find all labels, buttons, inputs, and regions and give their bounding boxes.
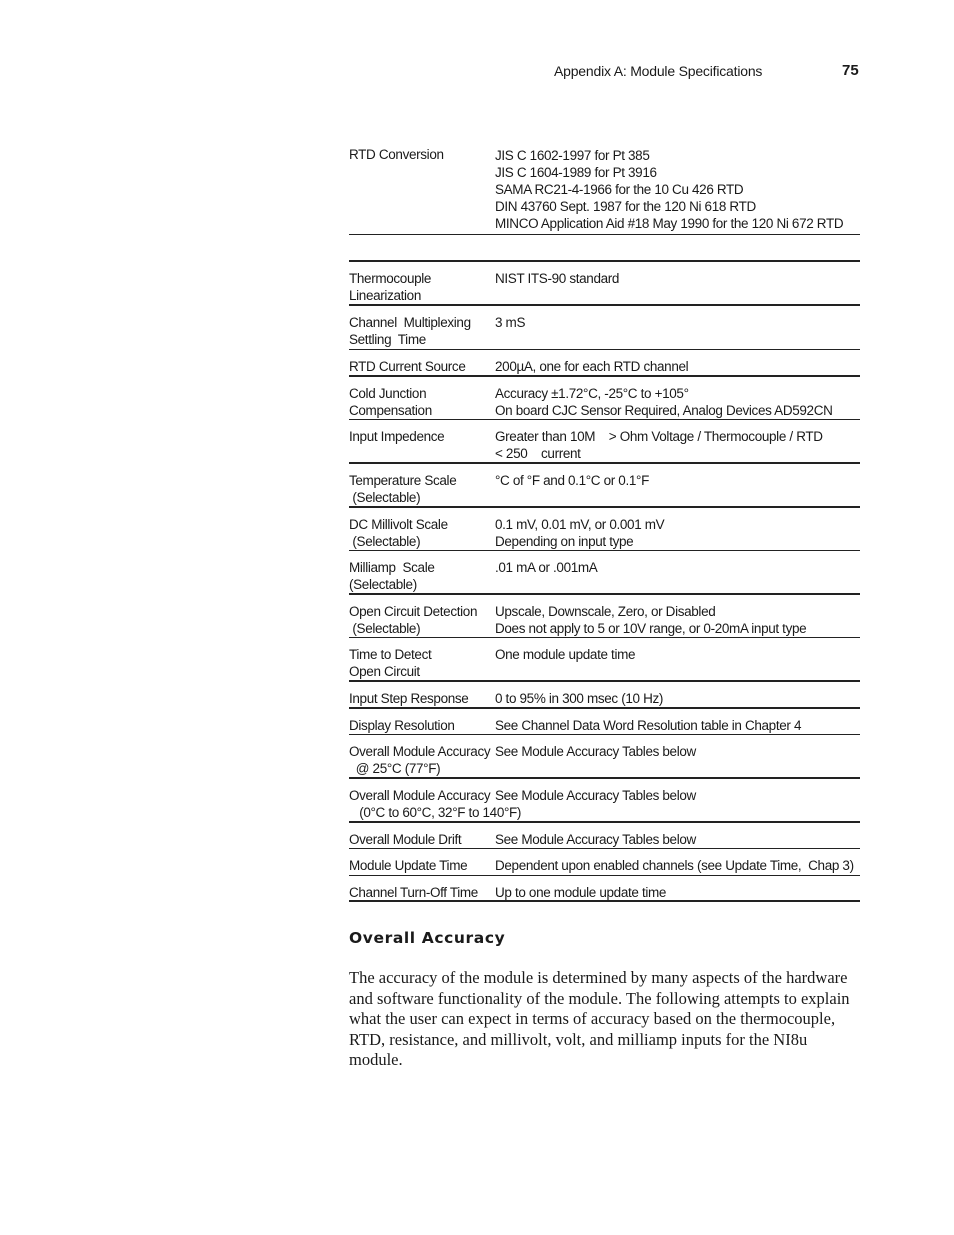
spec-row [349, 262, 860, 306]
rtd-conversion-standards [495, 147, 843, 232]
spec-label: Input Step Response [349, 691, 469, 706]
spec-label: Channel Multiplexing Settling Time [349, 315, 471, 347]
rtd-conversion-block [349, 147, 860, 235]
spec-row [349, 464, 860, 508]
rtd-conversion-label: RTD Conversion [349, 147, 444, 162]
spec-value: See Module Accuracy Tables below [495, 744, 696, 759]
spec-label: Display Resolution [349, 718, 455, 733]
spec-label: Milliamp Scale (Selectable) [349, 560, 435, 592]
spec-label: Thermocouple Linearization [349, 271, 432, 303]
spec-row [349, 508, 860, 551]
spec-value: See Module Accuracy Tables below [495, 832, 696, 847]
spec-value: NIST ITS-90 standard [495, 271, 620, 286]
spec-value: See Channel Data Word Resolution table in Chapter 4 [495, 718, 802, 733]
spec-value: Dependent upon enabled channels (see Update Time, Chap 3) [495, 858, 854, 873]
rtd-standard-line: JIS C 1604-1989 for Pt 3916 [495, 165, 657, 180]
spec-label: Time to Detect Open Circuit [349, 647, 432, 679]
spec-label: Open Circuit Detection (Selectable) [349, 604, 478, 636]
spec-value: Upscale, Downscale, Zero, or Disabled Does not apply to 5 or 10V range, or 0-20mA input type [495, 604, 807, 636]
spec-label: Overall Module Accuracy @ 25°C (77°F) [349, 744, 491, 776]
spec-row [349, 551, 860, 595]
page-number: 75 [842, 62, 859, 79]
spec-row [349, 709, 860, 735]
spec-row [349, 420, 860, 464]
spec-row [349, 306, 860, 350]
spec-row [349, 876, 860, 902]
spec-label: Module Update Time [349, 858, 468, 873]
spec-label: Cold Junction Compensation [349, 386, 432, 418]
spec-row [349, 735, 860, 779]
spec-value: 200µA, one for each RTD channel [495, 359, 689, 374]
spec-value: Greater than 10M > Ohm Voltage / Thermocouple / RTD < 250 current [495, 429, 823, 461]
spec-row [349, 595, 860, 638]
running-header: Appendix A: Module Specifications [554, 63, 763, 79]
spec-value: 0.1 mV, 0.01 mV, or 0.001 mV Depending on input type [495, 517, 665, 549]
spec-label: Overall Module Accuracy (0°C to 60°C, 32°F to 140°F) [349, 788, 522, 820]
spec-value: 0 to 95% in 300 msec (10 Hz) [495, 691, 664, 706]
spec-row [349, 350, 860, 377]
spec-label: Input Impedence [349, 429, 445, 444]
spec-row [349, 638, 860, 682]
spec-label: Overall Module Drift [349, 832, 462, 847]
spec-value: One module update time [495, 647, 636, 662]
rtd-standard-line: MINCO Application Aid #18 May 1990 for the 120 Ni 672 RTD [495, 216, 844, 231]
section-heading: Overall Accuracy [349, 929, 506, 947]
spec-row [349, 779, 860, 823]
spec-row [349, 682, 860, 709]
spec-value: Up to one module update time [495, 885, 667, 900]
spec-value: 3 mS [495, 315, 526, 330]
spec-row [349, 849, 860, 876]
spec-value: See Module Accuracy Tables below [495, 788, 696, 803]
spec-label: Channel Turn-Off Time [349, 885, 478, 900]
spec-label: DC Millivolt Scale (Selectable) [349, 517, 448, 549]
rtd-standard-line: SAMA RC21-4-1966 for the 10 Cu 426 RTD [495, 182, 744, 197]
spec-row [349, 377, 860, 420]
rtd-standard-line: DIN 43760 Sept. 1987 for the 120 Ni 618 RTD [495, 199, 756, 214]
spec-value: °C of °F and 0.1°C or 0.1°F [495, 473, 649, 488]
specifications-table [349, 260, 860, 902]
spec-label: RTD Current Source [349, 359, 466, 374]
rtd-standard-line: JIS C 1602-1997 for Pt 385 [495, 148, 650, 163]
spec-row [349, 823, 860, 849]
body-paragraph: The accuracy of the module is determined by many aspects of the hardware and software functionality of the module. The following attempts to explain what the user can expect in terms of accuracy based on the thermocouple, RTD, resistance, and millivolt, volt, and milliamp inputs for the NI8u module. [349, 968, 850, 1069]
spec-value: .01 mA or .001mA [495, 560, 598, 575]
spec-label: Temperature Scale (Selectable) [349, 473, 457, 505]
spec-value: Accuracy ±1.72°C, -25°C to +105° On board CJC Sensor Required, Analog Devices AD592CN [495, 386, 833, 418]
